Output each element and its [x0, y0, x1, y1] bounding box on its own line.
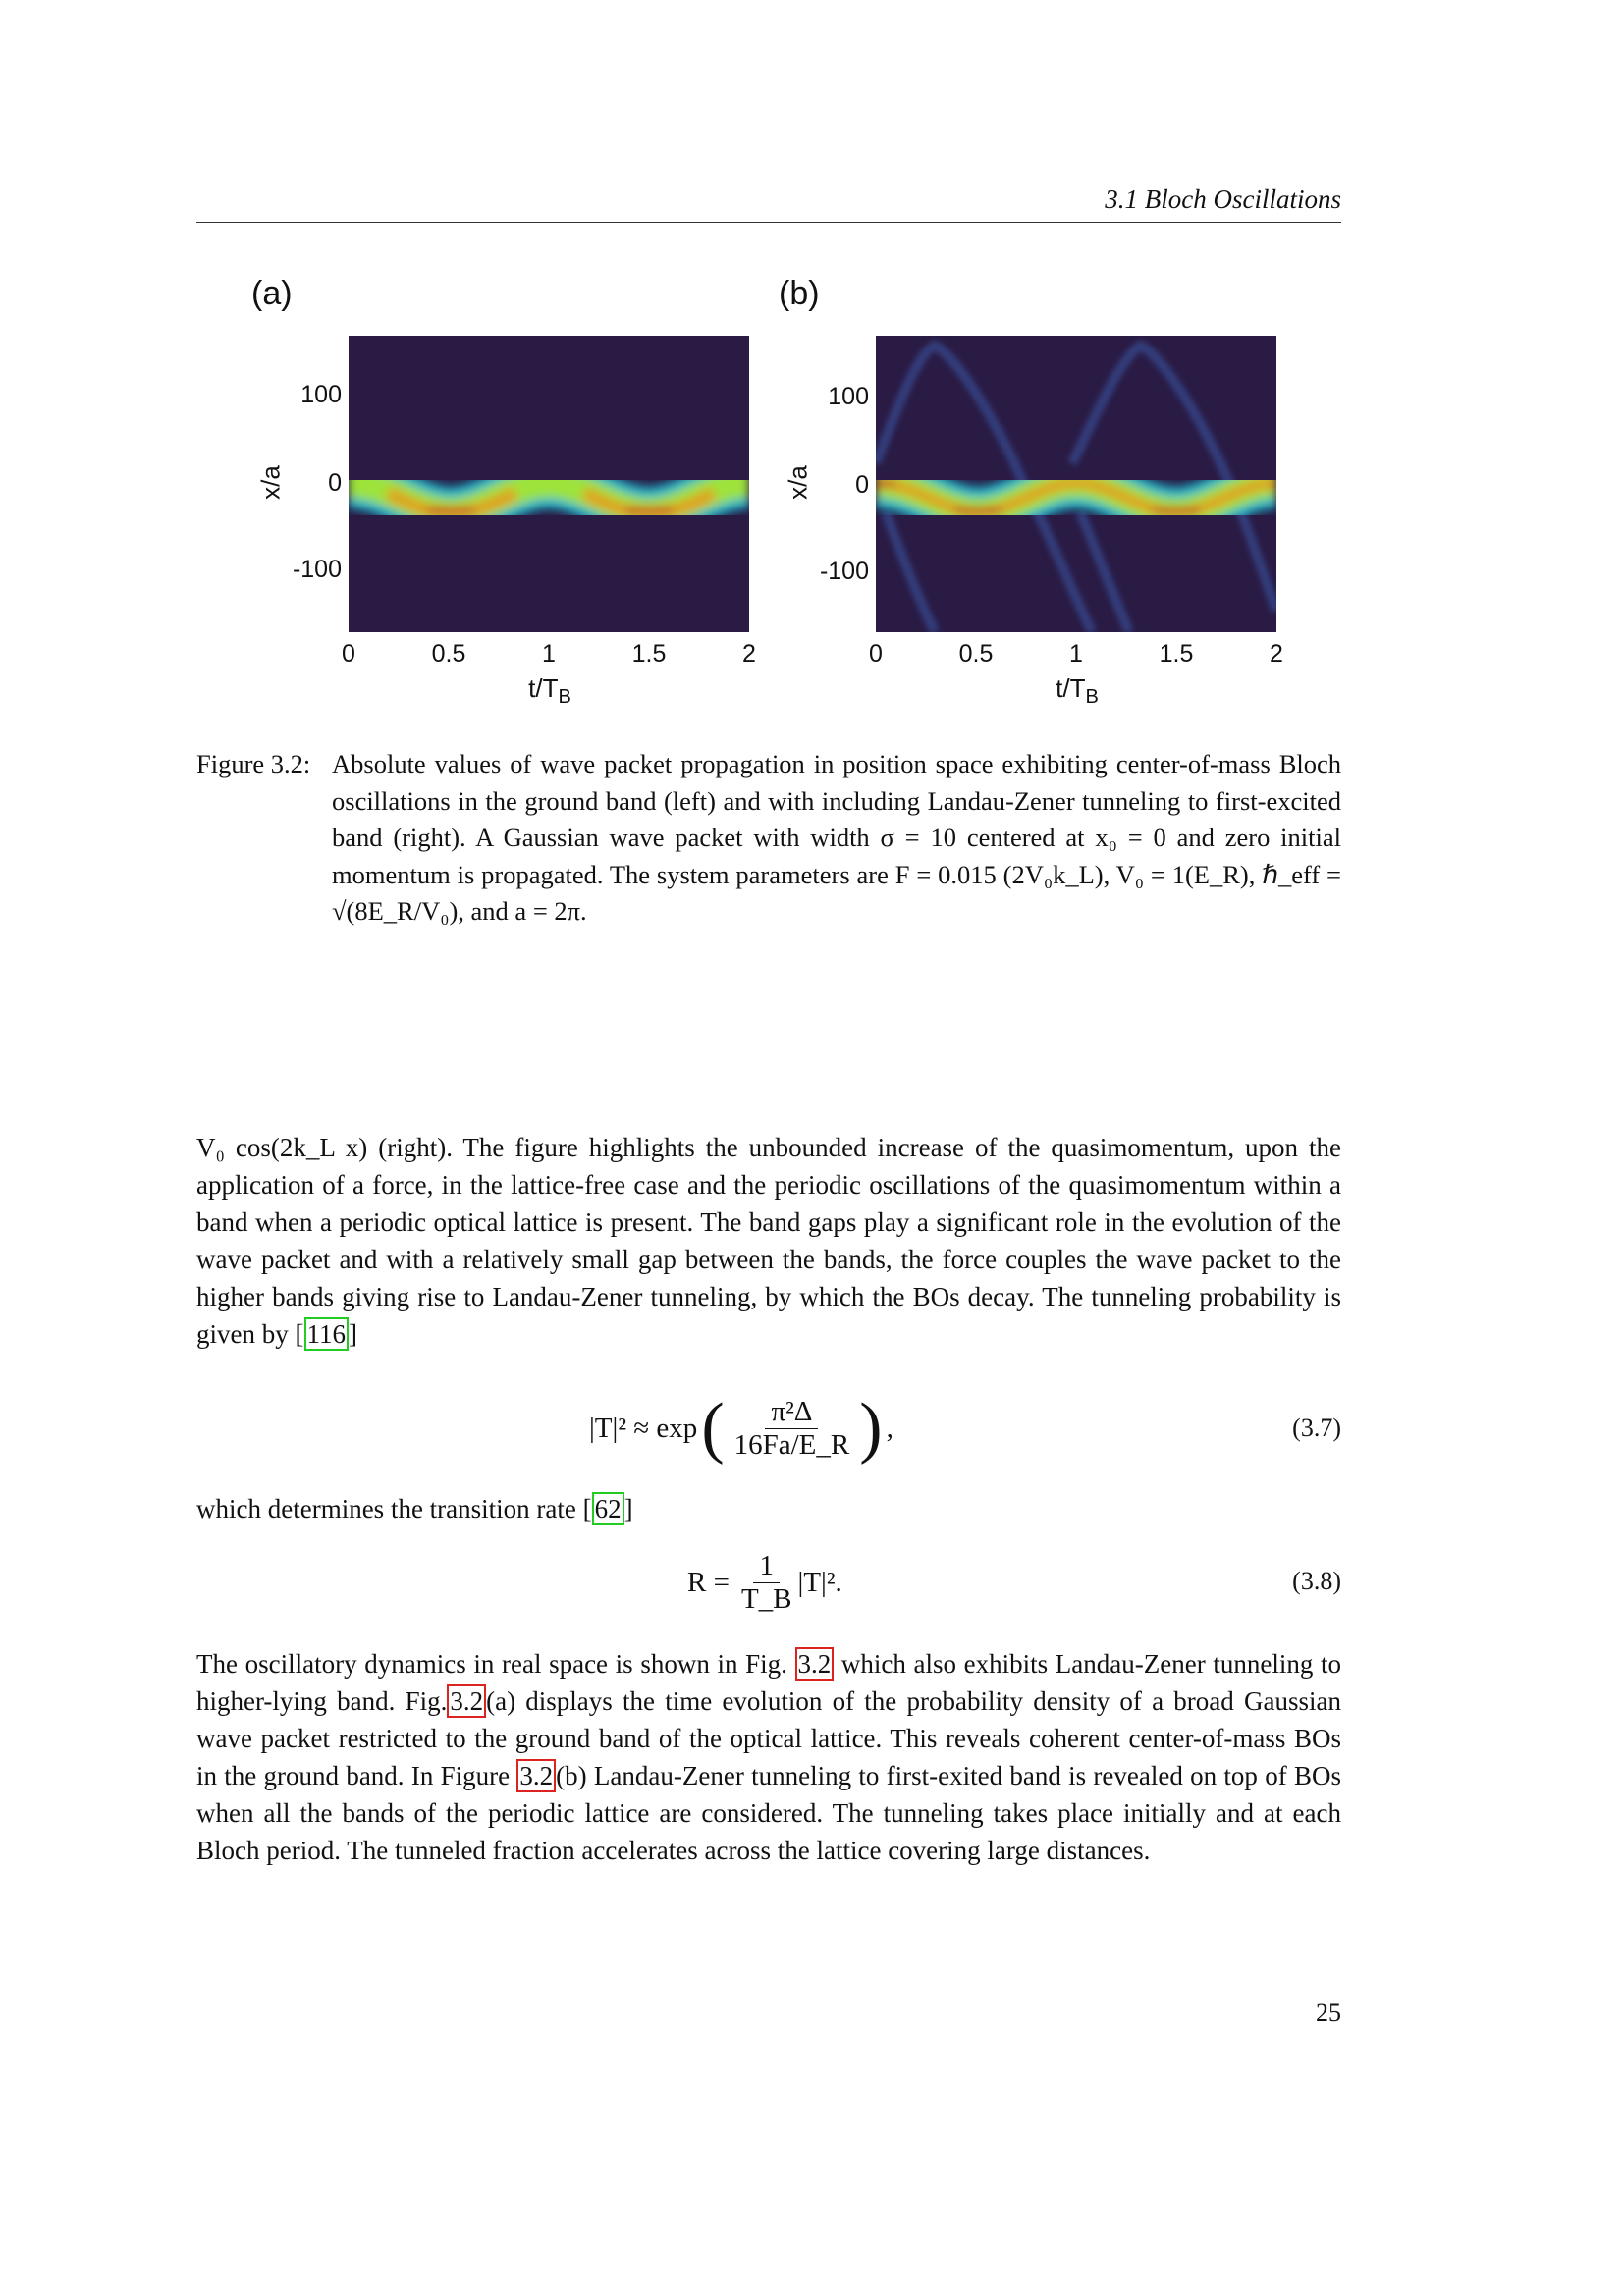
- panel-b-ytick-0: 0: [855, 471, 869, 499]
- heatmap-a: [349, 336, 749, 632]
- eq37-number: (3.7): [1292, 1414, 1341, 1442]
- eq37-denominator: 16Fa/E_R: [733, 1428, 850, 1461]
- panel-b-ytick-100: 100: [828, 383, 869, 410]
- eq37-lhs: |T|² ≈ exp: [589, 1412, 698, 1444]
- eq37-trail: ,: [886, 1412, 893, 1444]
- panel-a-xtick-1: 1: [542, 640, 556, 667]
- panel-b-xlabel: $t/T_B$: [1056, 673, 1099, 709]
- panel-a-label: (a): [251, 275, 293, 312]
- caption-text-1: Absolute values of wave packet propagation in position space exhibiting center-of-mass Bloch oscillations in the ground band (left) and with including Landau-Zener tunneling to first-excited band (right). A Gaussian wave packet with width: [332, 749, 1341, 852]
- panel-a-xtick-0: 0: [342, 640, 355, 667]
- panel-a-ytick-100: 100: [300, 381, 342, 408]
- citation-62[interactable]: 62: [592, 1492, 624, 1525]
- panel-b-xtick-1: 1: [1069, 640, 1083, 667]
- eq38-lhs: R =: [687, 1566, 730, 1598]
- body-paragraph-1: V₀ cos(2k_L x) (right). The figure highlights the unbounded increase of the quasimomentum, upon the application of a force, in the lattice-free case and the periodic oscillations of the quasimomentum within a band when a periodic optical lattice is present. The band gaps play a significant role in the evolution of the wave packet and with a relatively small gap between the bands, the force couples the wave packet to the higher bands giving rise to Landau-Zener tunneling, by which the BOs decay. The tunneling probability is given by [ 116 ]: [196, 1133, 1341, 1349]
- panel-b-xtick-0: 0: [869, 640, 883, 667]
- eq38-numerator: 1: [753, 1550, 780, 1583]
- panel-b-xtick-2: 2: [1270, 640, 1283, 667]
- figure-caption: [196, 746, 1341, 931]
- figure-ref-3-2-c[interactable]: 3.2: [516, 1759, 556, 1792]
- panel-a-ytick-0: 0: [328, 469, 342, 497]
- plot-panel-a: [349, 336, 749, 632]
- panel-b-ytick-neg100: -100: [819, 558, 869, 585]
- equation-3-7: |T|² ≈ exp ( $\frac{\text{π²Δ}}{16Fa/E\_R}$ ) , (3.7): [589, 1390, 1341, 1466]
- panel-a-ytick-neg100: -100: [292, 556, 342, 583]
- panel-a-xtick-0.5: 0.5: [431, 640, 466, 667]
- equation-3-8: [196, 1543, 1341, 1622]
- eq37-numerator: π²Δ: [765, 1396, 818, 1429]
- panel-a-xtick-2: 2: [742, 640, 756, 667]
- body-paragraph-3: The oscillatory dynamics in real space is shown in Fig. 3.2 which also exhibits Landau-Zener tunneling to higher-lying band. Fig. 3.2 (a) displays the time evolution of the probability density of a broad Gaussian wave packet restricted to the ground band of the optical lattice. This reveals coherent center-of-mass BOs in the ground band. In Figure 3.2 (b) Landau-Zener tunneling to first-exited band is revealed on top of BOs when all the bands of the periodic lattice are considered. The tunneling takes place initially and at each Bloch period. The tunneled fraction accelerates across the lattice covering large distances.: [196, 1649, 1341, 1865]
- plot-panel-b: [876, 336, 1276, 632]
- page-number: 25: [1316, 1999, 1341, 2027]
- panel-b-xtick-1.5: 1.5: [1159, 640, 1194, 667]
- eq38-rhs: |T|².: [797, 1566, 842, 1598]
- panel-b-label: (b): [779, 275, 820, 312]
- caption-text-2: σ = 10 centered at x₀ = 0 and zero initial momentum is propagated. The system parameters are F = 0.015 (2V₀k_L), V₀ = 1(E_R), ℏ_eff = √(8E_R/V₀), and a = 2π.: [332, 823, 1342, 926]
- heatmap-b: [876, 336, 1276, 632]
- eq38-number: (3.8): [1292, 1567, 1341, 1595]
- running-head: 3.1 Bloch Oscillations: [196, 183, 1341, 223]
- figure-ref-3-2-a[interactable]: 3.2: [795, 1647, 835, 1681]
- panel-a-xtick-1.5: 1.5: [631, 640, 667, 667]
- panel-b-xtick-0.5: 0.5: [958, 640, 994, 667]
- caption-label: Figure 3.2:: [196, 749, 311, 778]
- panel-a-ylabel: x/a: [255, 465, 286, 500]
- panel-a-xlabel: $t/T_B$: [528, 673, 571, 709]
- figure-ref-3-2-b[interactable]: 3.2: [447, 1684, 486, 1718]
- panel-b-ylabel: x/a: [783, 465, 813, 500]
- citation-116[interactable]: 116: [304, 1317, 350, 1351]
- eq38-denominator: T_B: [740, 1582, 792, 1615]
- body-paragraph-2: which determines the transition rate [ 62 ]: [196, 1494, 633, 1523]
